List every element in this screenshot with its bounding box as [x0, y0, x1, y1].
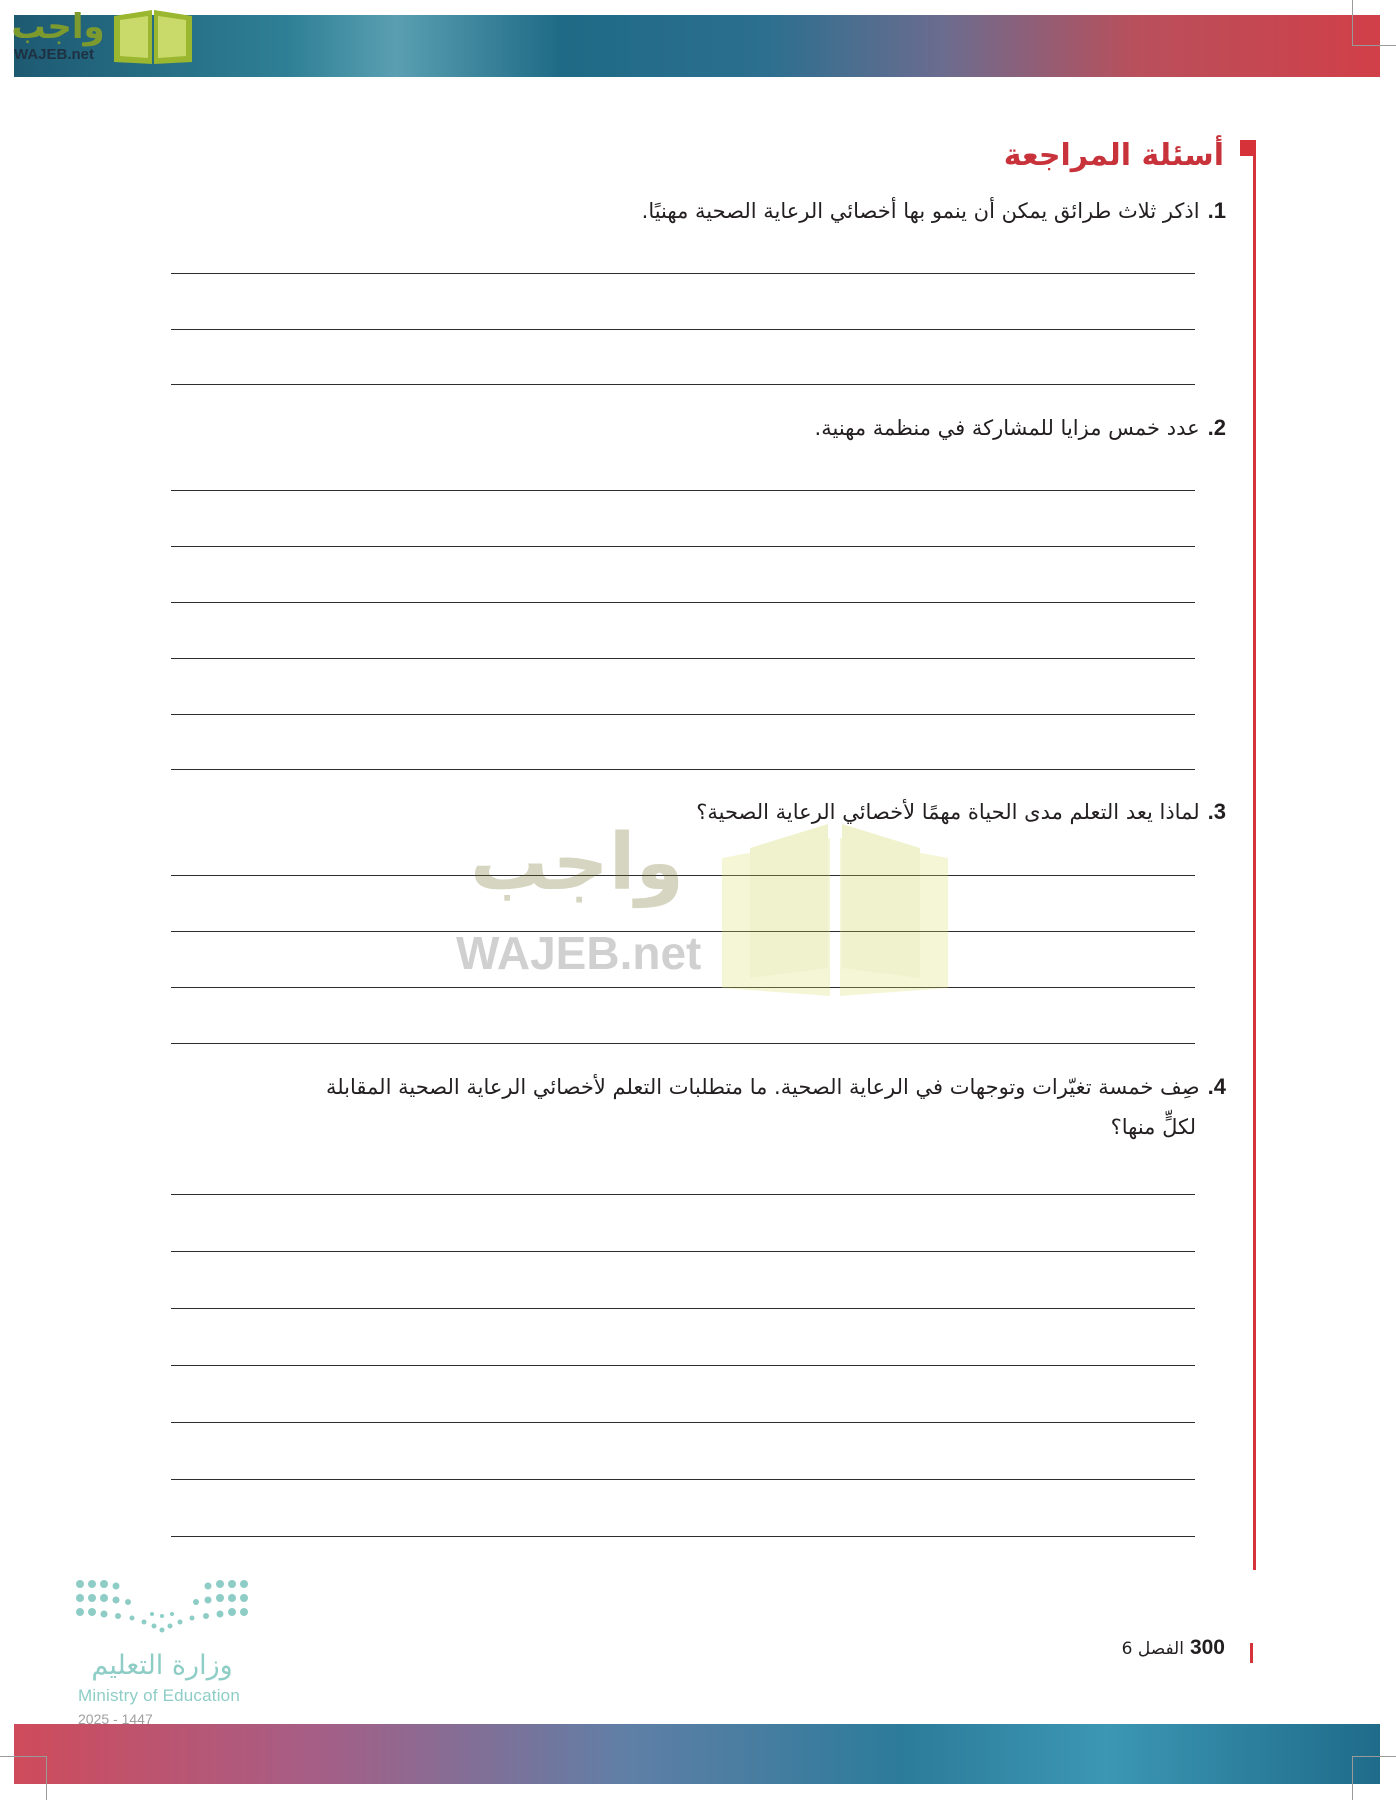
answer-line[interactable]: [171, 384, 1195, 385]
question-number: 2.: [1207, 415, 1226, 440]
answer-line[interactable]: [171, 1479, 1195, 1480]
answer-line[interactable]: [171, 1043, 1195, 1044]
book-icon: [720, 818, 950, 998]
section-side-rule: [1253, 140, 1256, 1570]
ministry-name-arabic: وزارة التعليم: [91, 1650, 233, 1681]
question-number: 1.: [1207, 198, 1226, 223]
question-text: صِف خمسة تغيّرات وتوجهات في الرعاية الصحية. ما متطلبات التعلم لأخصائي الرعاية الصحية المقابلة: [325, 1075, 1200, 1099]
answer-line[interactable]: [171, 1251, 1195, 1252]
question-number: 4.: [1207, 1074, 1226, 1099]
question-text: عدد خمس مزايا للمشاركة في منظمة مهنية.: [814, 416, 1200, 440]
answer-line[interactable]: [171, 1308, 1195, 1309]
answer-line[interactable]: [171, 1365, 1195, 1366]
logo-arabic-text: واجب: [11, 7, 105, 47]
question-number: 3.: [1207, 799, 1226, 824]
book-icon: [112, 6, 194, 66]
watermark-arabic-text: واجب: [469, 818, 684, 908]
wajeb-logo: [8, 6, 192, 68]
ministry-year: 2025 - 1447: [78, 1711, 153, 1727]
answer-line[interactable]: [171, 1194, 1195, 1195]
ministry-name-english: Ministry of Education: [78, 1686, 240, 1705]
question-text-continued: لكلٍّ منها؟: [1110, 1115, 1196, 1139]
crop-mark: [1352, 45, 1396, 46]
answer-line[interactable]: [171, 769, 1195, 770]
crop-mark: [1352, 1756, 1396, 1757]
answer-line[interactable]: [171, 658, 1195, 659]
question-text: اذكر ثلاث طرائق يمكن أن ينمو بها أخصائي الرعاية الصحية مهنيًا.: [641, 199, 1200, 223]
page-number: 300: [1189, 1636, 1225, 1659]
section-marker: [1240, 140, 1256, 156]
question-4: [148, 1067, 1226, 1147]
answer-line[interactable]: [171, 1422, 1195, 1423]
answer-line[interactable]: [171, 490, 1195, 491]
answer-line[interactable]: [171, 714, 1195, 715]
question-text: لماذا يعد التعلم مدى الحياة مهمًا لأخصائي الرعاية الصحية؟: [696, 800, 1200, 824]
answer-line[interactable]: [171, 1536, 1195, 1537]
answer-line[interactable]: [171, 602, 1195, 603]
watermark-latin-text: WAJEB.net: [456, 927, 702, 979]
footer-marker: [1250, 1643, 1253, 1663]
page-footer: [1122, 1636, 1225, 1660]
crop-mark: [1352, 1756, 1353, 1800]
crop-mark: [1352, 0, 1353, 46]
footer-banner: [14, 1724, 1380, 1784]
header-banner: [14, 15, 1380, 77]
answer-line[interactable]: [171, 273, 1195, 274]
answer-line[interactable]: [171, 329, 1195, 330]
ministry-logo: [74, 1576, 250, 1726]
section-title: أسئلة المراجعة: [1003, 138, 1224, 173]
chapter-label: الفصل 6: [1121, 1639, 1184, 1659]
ministry-emblem-icon: [74, 1576, 250, 1640]
logo-latin-text: WAJEB.net: [14, 46, 95, 63]
question-1: [148, 191, 1226, 231]
wajeb-watermark: [452, 808, 952, 1008]
crop-mark: [46, 1756, 47, 1800]
question-2: [148, 408, 1226, 448]
crop-mark: [0, 1756, 46, 1757]
answer-line[interactable]: [171, 546, 1195, 547]
